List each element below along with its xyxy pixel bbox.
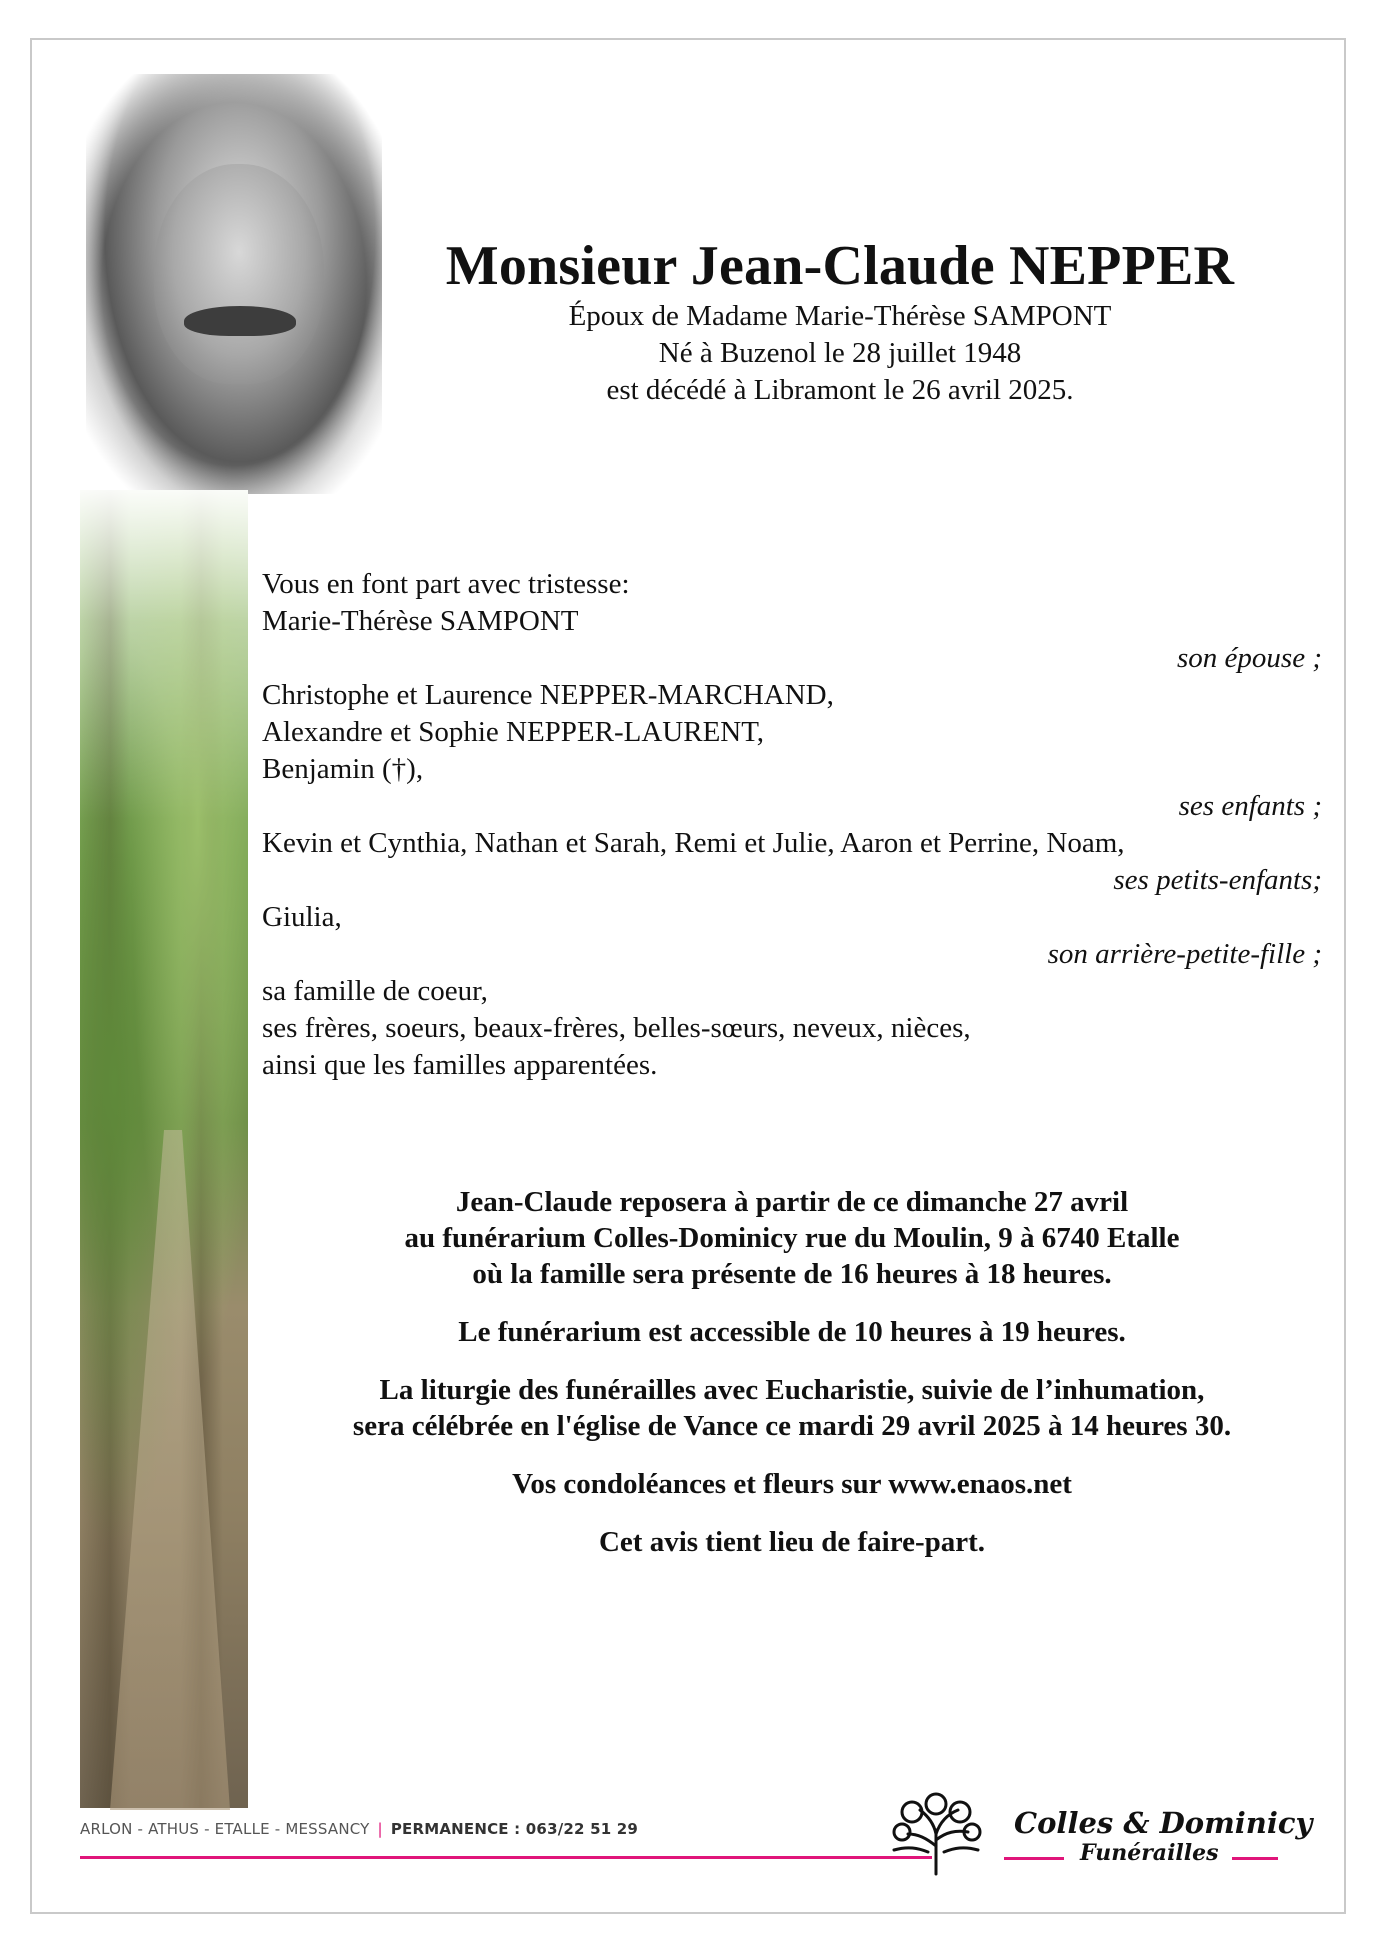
rest-line: Jean-Claude reposera à partir de ce dimanche 27 avril: [455, 1186, 1129, 1218]
forest-path-image: [80, 490, 248, 1808]
family-child: Alexandre et Sophie NEPPER-LAURENT,: [262, 716, 765, 748]
family-list: [262, 566, 1322, 1084]
access-line: Le funérarium est accessible de 10 heures à 19 heures.: [458, 1316, 1126, 1348]
liturgy-block: [262, 1372, 1322, 1444]
logo-subtitle: Funérailles: [1080, 1840, 1219, 1866]
logo-accent-line-left: [1004, 1857, 1064, 1860]
portrait-face: [154, 164, 324, 384]
relation-spouse: son épouse ;: [1177, 642, 1322, 674]
condolences-line: Vos condoléances et fleurs sur www.enaos.net: [512, 1468, 1072, 1500]
family-spouse: Marie-Thérèse SAMPONT: [262, 605, 579, 637]
family-other: ainsi que les familles apparentées.: [262, 1049, 658, 1081]
birth-line: Né à Buzenol le 28 juillet 1948: [658, 337, 1022, 369]
relation-grandchildren: ses petits-enfants;: [1113, 864, 1322, 896]
footer-locations: ARLON - ATHUS - ETALLE - MESSANCY: [80, 1820, 370, 1838]
relation-children: ses enfants ;: [1178, 790, 1322, 822]
forest-path: [110, 1130, 230, 1810]
relation-great-grandchild: son arrière-petite-fille ;: [1047, 938, 1322, 970]
footer-separator: |: [377, 1820, 383, 1838]
liturgy-line: sera célébrée en l'église de Vance ce mardi 29 avril 2025 à 14 heures 30.: [352, 1410, 1232, 1442]
footer-pink-line: [80, 1856, 932, 1859]
logo-accent-line-right: [1232, 1857, 1278, 1860]
footer-contact: [80, 1820, 638, 1838]
family-great-grandchild: Giulia,: [262, 901, 342, 933]
spouse-line: Époux de Madame Marie-Thérèse SAMPONT: [568, 300, 1112, 332]
tree-logo-icon: [888, 1790, 984, 1876]
rest-line: au funérarium Colles-Dominicy rue du Moulin, 9 à 6740 Etalle: [404, 1222, 1180, 1254]
notice-line: Cet avis tient lieu de faire-part.: [598, 1526, 986, 1558]
rest-line: où la famille sera présente de 16 heures à 18 heures.: [472, 1258, 1112, 1290]
deceased-name: Monsieur Jean-Claude NEPPER: [445, 235, 1235, 297]
footer-permanence: PERMANENCE : 063/22 51 29: [390, 1820, 639, 1838]
portrait-mustache: [184, 306, 296, 336]
logo-name: Colles & Dominicy: [1014, 1806, 1313, 1840]
death-line: est décédé à Libramont le 26 avril 2025.: [606, 374, 1074, 406]
family-other: sa famille de coeur,: [262, 975, 488, 1007]
family-grandchildren: Kevin et Cynthia, Nathan et Sarah, Remi et Julie, Aaron et Perrine, Noam,: [262, 827, 1125, 859]
rest-block: [262, 1184, 1322, 1292]
family-other: ses frères, soeurs, beaux-frères, belles-sœurs, neveux, nièces,: [262, 1012, 971, 1044]
family-child: Benjamin (†),: [262, 753, 424, 785]
liturgy-line: La liturgie des funérailles avec Eucharistie, suivie de l’inhumation,: [379, 1374, 1205, 1406]
announcements: [262, 1184, 1322, 1582]
family-child: Christophe et Laurence NEPPER-MARCHAND,: [262, 679, 834, 711]
portrait-photo: [86, 74, 382, 494]
family-intro: Vous en font part avec tristesse:: [262, 568, 630, 600]
